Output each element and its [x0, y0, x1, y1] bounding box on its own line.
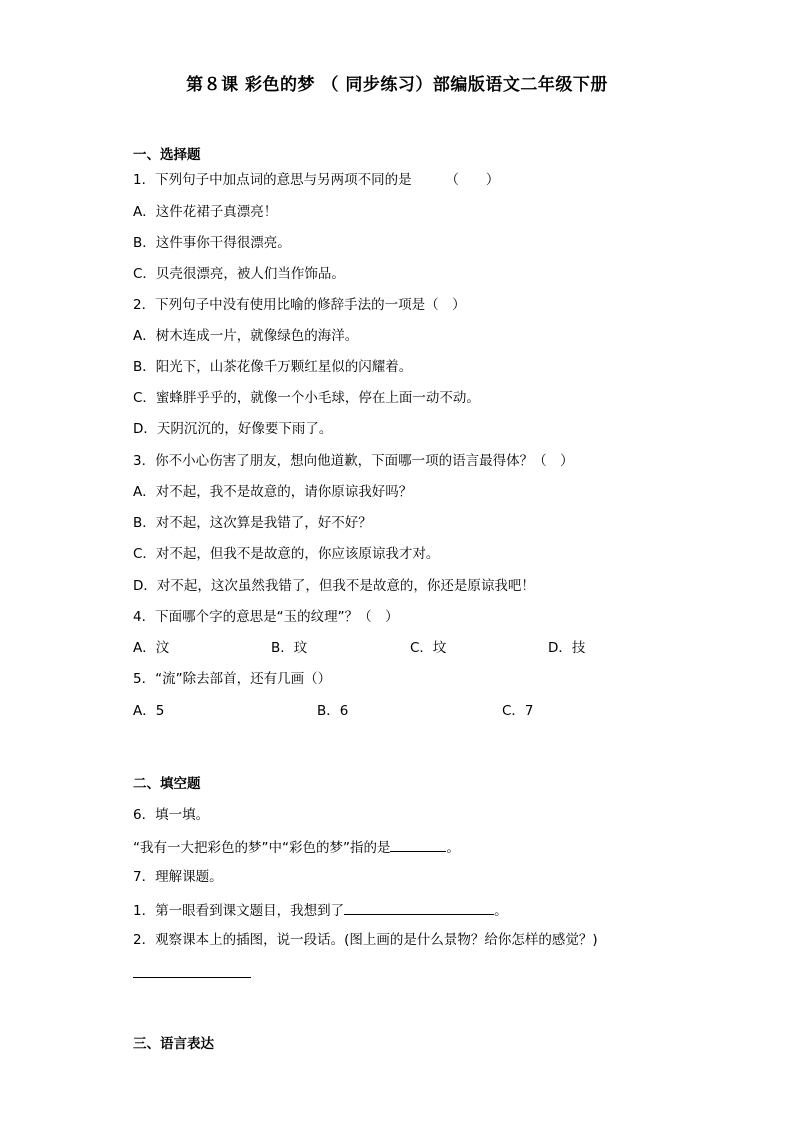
question-7-sub2-answer-line[interactable] — [133, 977, 251, 978]
question-1-stem: 1．下列句子中加点词的意思与另两项不同的是 （ ） — [133, 172, 500, 188]
question-1-option-c: C．贝壳很漂亮，被人们当作饰品。 — [133, 266, 345, 282]
question-5-stem: 5．“流”除去部首，还有几画（） — [133, 671, 332, 687]
question-2-option-a: A．树木连成一片，就像绿色的海洋。 — [133, 328, 359, 344]
question-2-option-d: D．天阴沉沉的，好像要下雨了。 — [133, 421, 333, 437]
question-6-prompt — [133, 837, 460, 857]
question-3-option-a: A．对不起，我不是故意的，请你原谅我好吗？ — [133, 484, 413, 500]
question-4-option-b: B．玟 — [271, 640, 308, 656]
question-7-sub1-answer-blank[interactable] — [344, 900, 494, 915]
question-6-answer-blank[interactable] — [390, 837, 446, 852]
question-7-sub1 — [133, 900, 508, 920]
section-heading-fill-blank: 二、填空题 — [133, 776, 201, 792]
question-6-prompt-text: “我有一大把彩色的梦”中“彩色的梦”指的是 — [133, 840, 391, 856]
section-heading-choice: 一、选择题 — [133, 147, 201, 163]
question-5-option-a: A．5 — [133, 703, 165, 719]
document-title: 第８课 彩色的梦 （ 同步练习）部编版语文二年级下册 — [186, 75, 608, 95]
question-6-stem: 6．填一填。 — [133, 807, 210, 823]
question-7-sub1-text: 1．第一眼看到课文题目，我想到了 — [133, 903, 345, 919]
question-3-stem: 3．你不小心伤害了朋友，想向他道歉，下面哪一项的语言最得体？（ ） — [133, 453, 574, 469]
question-4-option-d: D．技 — [548, 640, 586, 656]
question-7-sub1-end: 。 — [494, 903, 508, 919]
question-4-option-c: C．坟 — [410, 640, 447, 656]
question-6-prompt-end: 。 — [446, 840, 460, 856]
question-2-option-b: B．阳光下，山茶花像千万颗红星似的闪耀着。 — [133, 359, 413, 375]
question-1-option-b: B．这件事你干得很漂亮。 — [133, 235, 291, 251]
question-3-option-d: D．对不起，这次虽然我错了，但我不是故意的，你还是原谅我吧！ — [133, 578, 535, 594]
question-5-option-b: B．6 — [317, 703, 349, 719]
question-4-option-a: A．汶 — [133, 640, 170, 656]
question-2-option-c: C．蜜蜂胖乎乎的，就像一个小毛球，停在上面一动不动。 — [133, 390, 480, 406]
question-7-sub2: 2．观察课本上的插图，说一段话。(图上画的是什么景物？给你怎样的感觉？) — [133, 932, 598, 948]
question-2-stem: 2．下列句子中没有使用比喻的修辞手法的一项是（ ） — [133, 297, 466, 313]
question-3-option-b: B．对不起，这次算是我错了，好不好？ — [133, 515, 372, 531]
question-7-stem: 7．理解课题。 — [133, 869, 223, 885]
question-3-option-c: C．对不起，但我不是故意的，你应该原谅我才对。 — [133, 546, 440, 562]
question-5-option-c: C．7 — [502, 703, 534, 719]
question-1-option-a: A．这件花裙子真漂亮！ — [133, 204, 278, 220]
section-heading-expression: 三、语言表达 — [133, 1036, 214, 1052]
question-4-stem: 4．下面哪个字的意思是“玉的纹理”？（ ） — [133, 609, 399, 625]
